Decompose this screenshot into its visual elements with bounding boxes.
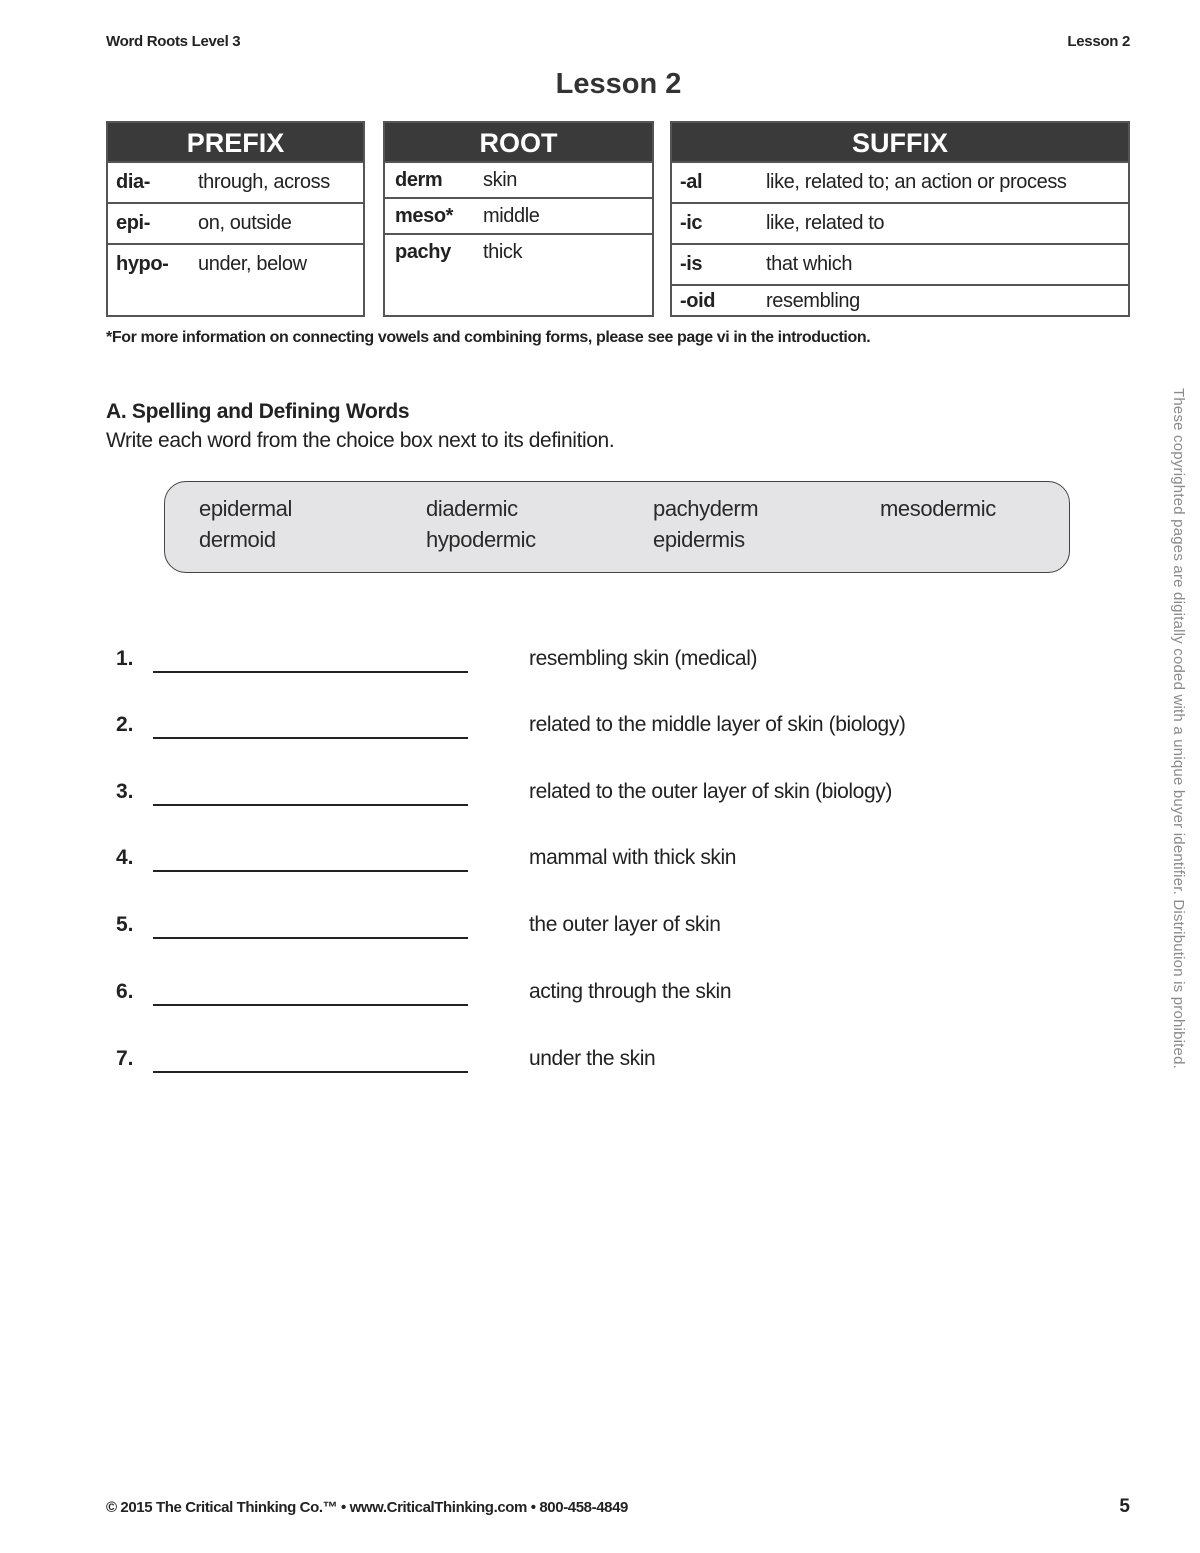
question-definition: related to the outer layer of skin (biology)	[529, 780, 892, 803]
question-row	[116, 1047, 1016, 1077]
root-table	[383, 121, 654, 317]
question-row	[116, 780, 1016, 810]
prefix-meaning: through, across	[198, 171, 330, 193]
answer-blank[interactable]	[153, 737, 468, 739]
prefix-part: hypo-	[116, 253, 169, 275]
answer-blank[interactable]	[153, 804, 468, 806]
question-number: 3.	[116, 780, 134, 803]
choice-word: epidermis	[653, 527, 745, 552]
suffix-row	[672, 243, 1128, 284]
question-definition: resembling skin (medical)	[529, 647, 758, 670]
question-definition: under the skin	[529, 1047, 656, 1070]
prefix-heading: PREFIX	[108, 123, 363, 161]
root-row	[385, 161, 652, 197]
page-title: Lesson 2	[555, 68, 682, 100]
root-meaning: skin	[483, 168, 517, 191]
root-part: pachy	[395, 240, 451, 263]
prefix-row	[108, 161, 363, 202]
question-row	[116, 913, 1016, 943]
question-number: 7.	[116, 1047, 134, 1070]
answer-blank[interactable]	[153, 937, 468, 939]
choice-word: epidermal	[199, 496, 293, 521]
choice-box	[164, 481, 1070, 573]
footer-copyright: © 2015 The Critical Thinking Co.™ • www.CriticalThinking.com • 800-458-4849	[106, 1499, 628, 1516]
suffix-row	[672, 284, 1128, 316]
page-number: 5	[1119, 1496, 1130, 1517]
running-header-lesson: Lesson 2	[1067, 33, 1130, 50]
root-part: meso*	[395, 204, 454, 227]
question-definition: the outer layer of skin	[529, 913, 721, 936]
root-row	[385, 233, 652, 269]
suffix-meaning: resembling	[766, 289, 860, 312]
choice-word: hypodermic	[426, 527, 536, 552]
question-number: 2.	[116, 713, 134, 736]
choice-word: dermoid	[199, 527, 276, 552]
root-meaning: thick	[483, 240, 523, 263]
question-number: 4.	[116, 846, 134, 869]
running-header-title: Word Roots Level 3	[106, 33, 241, 50]
question-definition: acting through the skin	[529, 980, 732, 1003]
root-meaning: middle	[483, 204, 540, 227]
section-title: A. Spelling and Defining Words	[106, 400, 410, 423]
choice-word: diadermic	[426, 496, 518, 521]
prefix-row	[108, 202, 363, 243]
prefix-table	[106, 121, 365, 317]
suffix-part: -oid	[680, 289, 716, 312]
question-number: 1.	[116, 647, 134, 670]
question-number: 6.	[116, 980, 134, 1003]
suffix-part: -ic	[680, 212, 703, 234]
suffix-meaning: that which	[766, 253, 853, 275]
question-definition: mammal with thick skin	[529, 846, 737, 869]
question-row	[116, 980, 1016, 1010]
suffix-row	[672, 161, 1128, 202]
question-row	[116, 647, 1016, 677]
question-row	[116, 713, 1016, 743]
question-definition: related to the middle layer of skin (biology)	[529, 713, 906, 736]
choice-word: mesodermic	[880, 496, 996, 521]
root-row	[385, 197, 652, 233]
prefix-row	[108, 243, 363, 284]
suffix-heading: SUFFIX	[672, 123, 1128, 161]
answer-blank[interactable]	[153, 1071, 468, 1073]
prefix-part: dia-	[116, 171, 150, 193]
question-number: 5.	[116, 913, 134, 936]
suffix-row	[672, 202, 1128, 243]
prefix-meaning: under, below	[198, 253, 307, 275]
section-instruction: Write each word from the choice box next to its definition.	[106, 429, 615, 452]
footnote: *For more information on connecting vowels and combining forms, please see page vi in the introduction.	[106, 329, 871, 346]
suffix-meaning: like, related to	[766, 212, 885, 234]
copyright-side-note: These copyrighted pages are digitally coded with a unique buyer identifier. Distribution is prohibited.	[1170, 388, 1187, 1069]
root-part: derm	[395, 168, 443, 191]
suffix-part: -is	[680, 253, 703, 275]
prefix-part: epi-	[116, 212, 150, 234]
answer-blank[interactable]	[153, 671, 468, 673]
suffix-meaning: like, related to; an action or process	[766, 171, 1067, 193]
answer-blank[interactable]	[153, 870, 468, 872]
choice-word: pachyderm	[653, 496, 759, 521]
prefix-meaning: on, outside	[198, 212, 292, 234]
root-heading: ROOT	[385, 123, 652, 161]
suffix-table	[670, 121, 1130, 317]
answer-blank[interactable]	[153, 1004, 468, 1006]
suffix-part: -al	[680, 171, 703, 193]
question-row	[116, 846, 1016, 876]
